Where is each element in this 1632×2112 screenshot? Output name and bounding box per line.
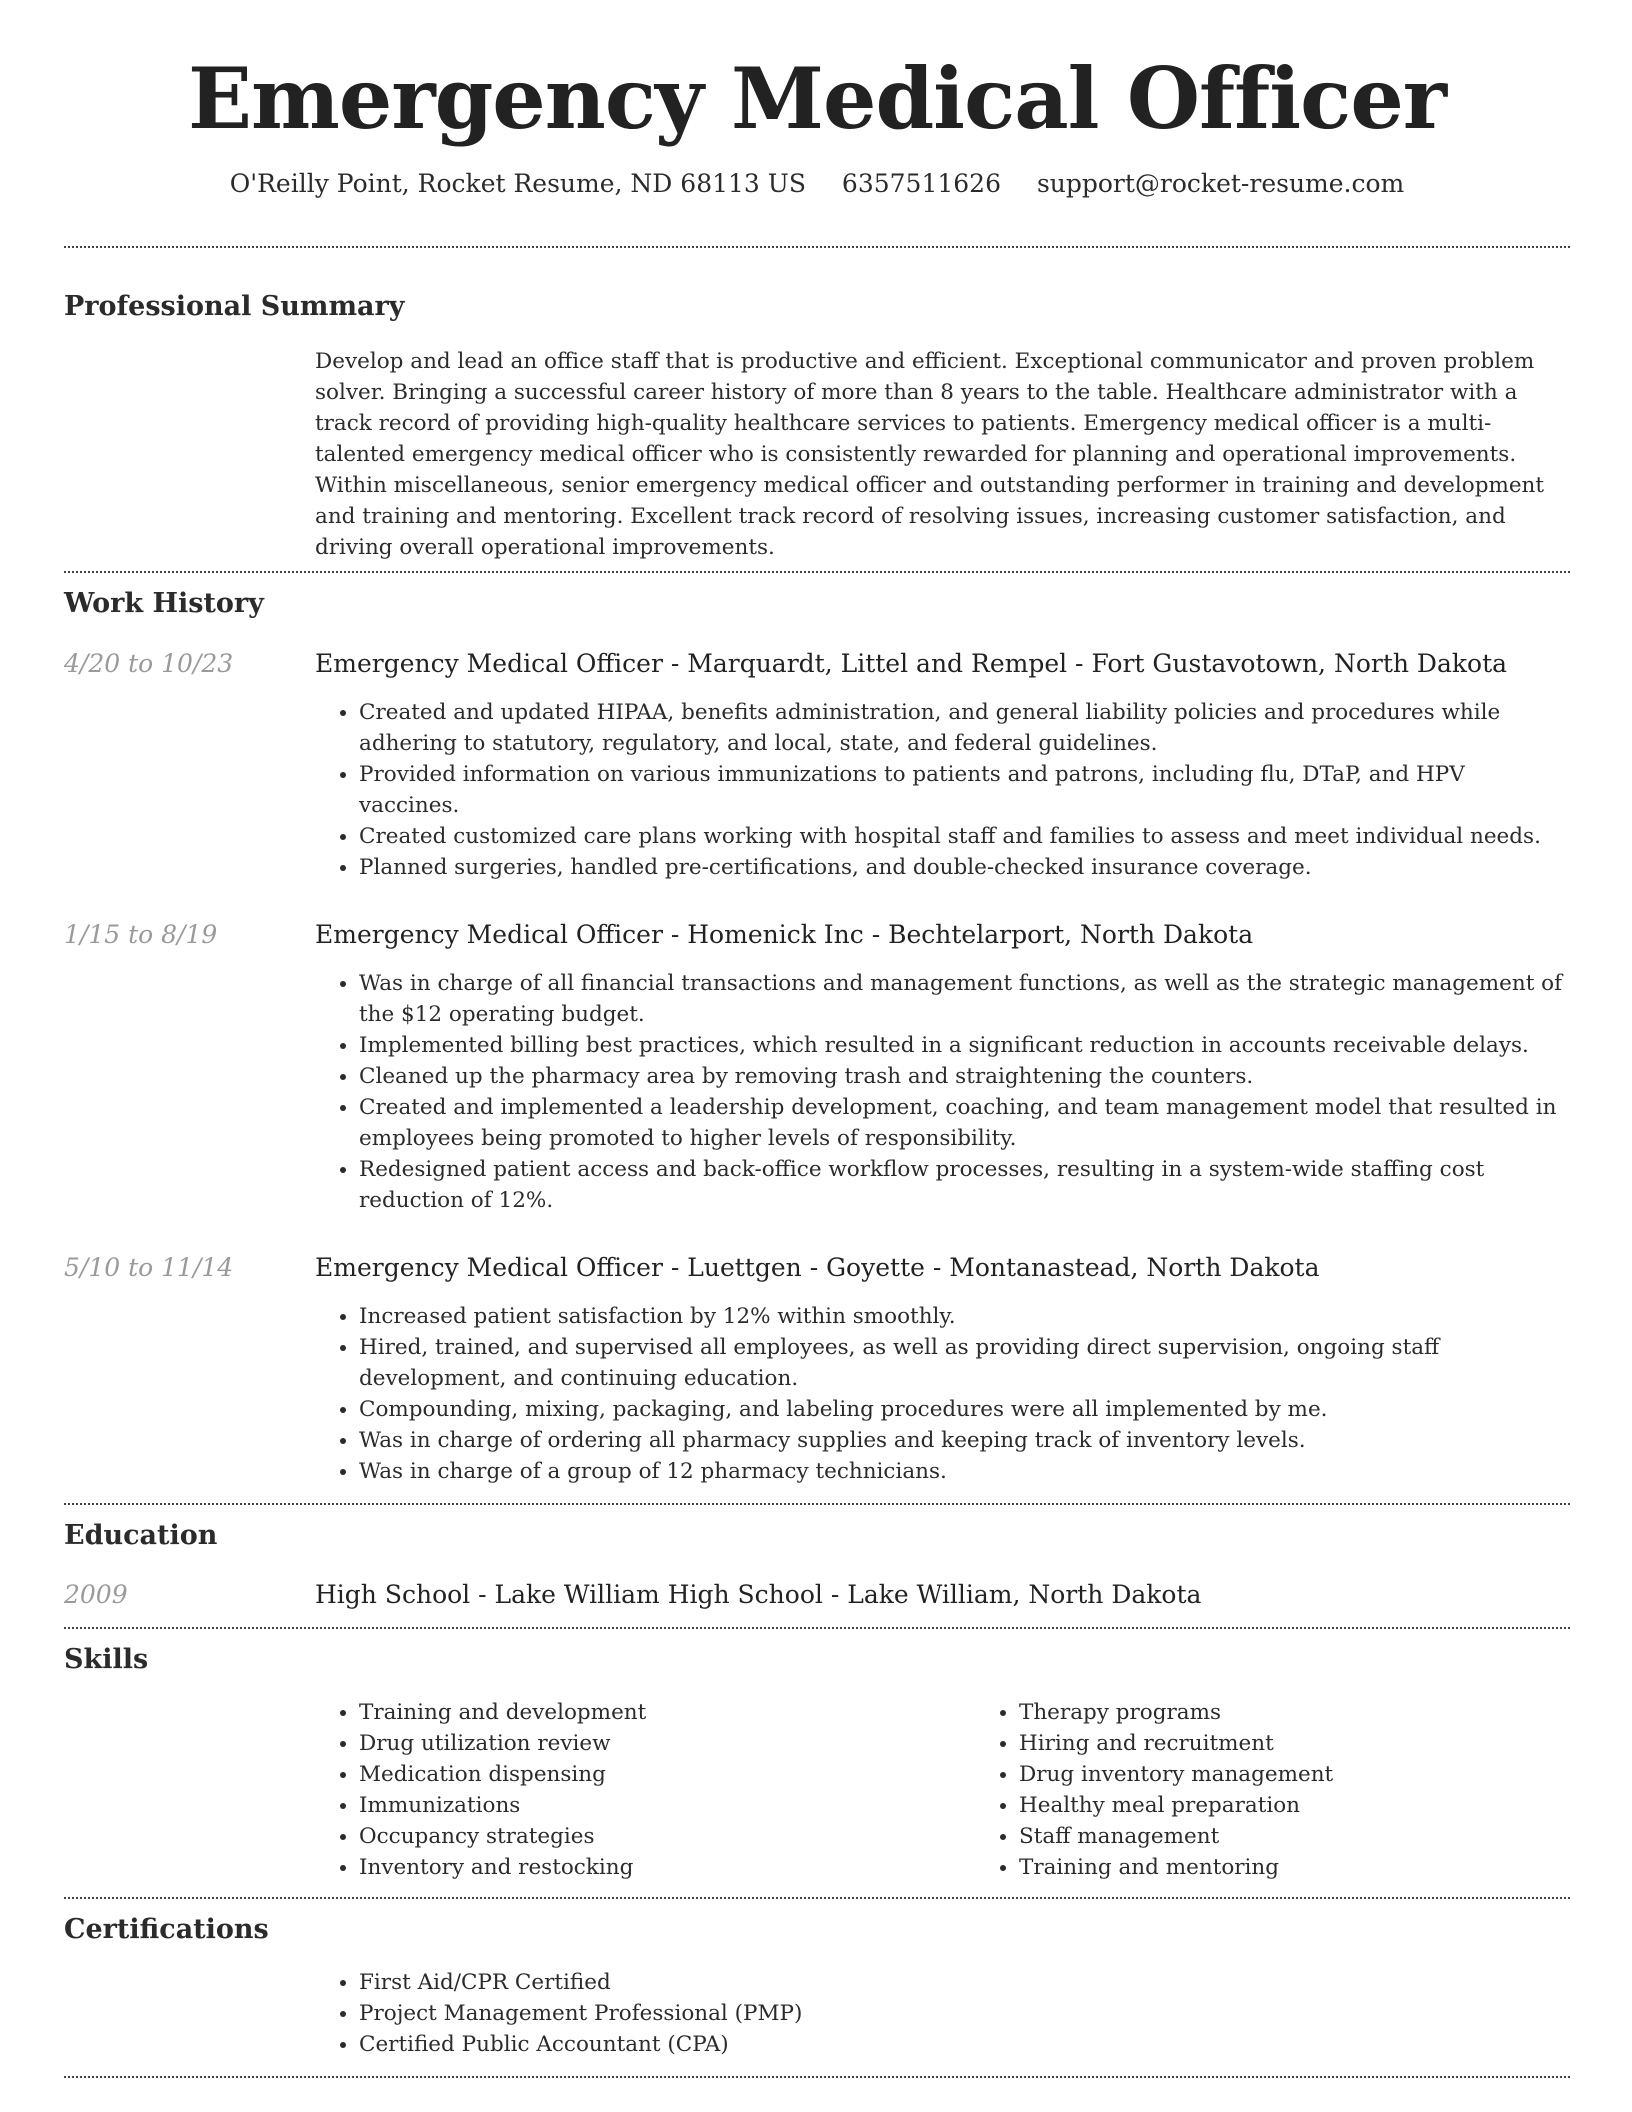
contact-phone: 6357511626 bbox=[841, 169, 1001, 198]
work-history-section bbox=[64, 590, 1570, 1487]
certifications-title: Certifications bbox=[64, 1914, 269, 1945]
contact-email: support@rocket-resume.com bbox=[1036, 169, 1405, 198]
divider bbox=[64, 1503, 1570, 1505]
summary-section bbox=[64, 293, 1570, 563]
list-item: • Redesigned patient access and back-office workflow processes, resulting in a system-wide staffing cost reduction of 12%. bbox=[359, 1154, 1570, 1216]
list-item: • Created customized care plans working with hospital staff and families to assess and meet individual needs. bbox=[359, 821, 1570, 852]
list-item: • Increased patient satisfaction by 12% within smoothly. bbox=[359, 1301, 1570, 1332]
list-item: • Medication dispensing bbox=[359, 1759, 975, 1790]
list-item: • Inventory and restocking bbox=[359, 1852, 975, 1883]
job-heading: Emergency Medical Officer - Marquardt, Littel and Rempel - Fort Gustavotown, North Dakota bbox=[315, 649, 1508, 678]
list-item: • Healthy meal preparation bbox=[1019, 1790, 1632, 1821]
skills-list-left bbox=[315, 1697, 975, 1883]
list-item: • Cleaned up the pharmacy area by removing trash and straightening the counters. bbox=[359, 1061, 1570, 1092]
job-dates: 4/20 to 10/23 bbox=[64, 649, 234, 678]
list-item: • Provided information on various immunizations to patients and patrons, including flu, DTaP, and HPV vaccines. bbox=[359, 759, 1570, 821]
list-item: • Planned surgeries, handled pre-certifications, and double-checked insurance coverage. bbox=[359, 852, 1570, 883]
contact-address: O'Reilly Point, Rocket Resume, ND 68113 US bbox=[229, 169, 806, 198]
skills-list-right bbox=[975, 1697, 1632, 1883]
skills-title: Skills bbox=[64, 1644, 149, 1675]
list-item: • Implemented billing best practices, which resulted in a significant reduction in accounts receivable delays. bbox=[359, 1030, 1570, 1061]
skills-section bbox=[64, 1646, 1570, 1883]
divider bbox=[64, 1627, 1570, 1629]
job-bullets bbox=[315, 697, 1570, 883]
job-entry bbox=[64, 1255, 1570, 1487]
job-heading: Emergency Medical Officer - Homenick Inc - Bechtelarport, North Dakota bbox=[315, 920, 1254, 949]
job-dates: 1/15 to 8/19 bbox=[64, 920, 218, 949]
job-entry bbox=[64, 922, 1570, 1216]
education-year: 2009 bbox=[64, 1580, 128, 1609]
job-dates: 5/10 to 11/14 bbox=[64, 1253, 234, 1282]
list-item: • Compounding, mixing, packaging, and labeling procedures were all implemented by me. bbox=[359, 1394, 1570, 1425]
certifications-list bbox=[315, 1967, 1570, 2060]
job-entry bbox=[64, 651, 1570, 883]
list-item: • Drug inventory management bbox=[1019, 1759, 1632, 1790]
divider bbox=[64, 2076, 1570, 2078]
summary-text: Develop and lead an office staff that is productive and efficient. Exceptional communicator and proven problem solver. Bringing a successful career history of more than 8 years to the table. Healthcare administrator with a track record of providing high-quality healthcare services to patients. Emergency medical officer is a multi-talented emergency medical officer who is consistently rewarded for planning and operational improvements. Within miscellaneous, senior emergency medical officer and outstanding performer in training and development and training and mentoring. Excellent track record of resolving issues, increasing customer satisfaction, and driving overall operational improvements. bbox=[315, 349, 1545, 560]
list-item: • Immunizations bbox=[359, 1790, 975, 1821]
list-item: • Hiring and recruitment bbox=[1019, 1728, 1632, 1759]
work-history-title: Work History bbox=[64, 588, 264, 619]
resume-page bbox=[64, 0, 1570, 2078]
divider bbox=[64, 571, 1570, 573]
job-bullets bbox=[315, 1301, 1570, 1487]
list-item: • Drug utilization review bbox=[359, 1728, 975, 1759]
divider bbox=[64, 246, 1570, 248]
list-item: • Training and mentoring bbox=[1019, 1852, 1632, 1883]
list-item: • Was in charge of ordering all pharmacy supplies and keeping track of inventory levels. bbox=[359, 1425, 1570, 1456]
candidate-name: Emergency Medical Officer bbox=[187, 49, 1447, 148]
list-item: • Occupancy strategies bbox=[359, 1821, 975, 1852]
education-heading: High School - Lake William High School - Lake William, North Dakota bbox=[315, 1580, 1202, 1609]
list-item: • Training and development bbox=[359, 1697, 975, 1728]
list-item: • Project Management Professional (PMP) bbox=[359, 1998, 1570, 2029]
education-title: Education bbox=[64, 1520, 218, 1551]
list-item: • First Aid/CPR Certified bbox=[359, 1967, 1570, 1998]
education-entry bbox=[64, 1582, 1570, 1607]
list-item: • Created and implemented a leadership development, coaching, and team management model that resulted in employees being promoted to higher levels of responsibility. bbox=[359, 1092, 1570, 1154]
list-item: • Staff management bbox=[1019, 1821, 1632, 1852]
summary-title: Professional Summary bbox=[64, 291, 405, 322]
job-heading: Emergency Medical Officer - Luettgen - Goyette - Montanastead, North Dakota bbox=[315, 1253, 1320, 1282]
list-item: • Was in charge of all financial transactions and management functions, as well as the strategic management of the $12 operating budget. bbox=[359, 968, 1570, 1030]
list-item: • Certified Public Accountant (CPA) bbox=[359, 2029, 1570, 2060]
education-section bbox=[64, 1522, 1570, 1607]
certifications-section bbox=[64, 1916, 1570, 2060]
list-item: • Was in charge of a group of 12 pharmacy technicians. bbox=[359, 1456, 1570, 1487]
contact-line bbox=[64, 171, 1570, 196]
list-item: • Therapy programs bbox=[1019, 1697, 1632, 1728]
list-item: • Hired, trained, and supervised all employees, as well as providing direct supervision, ongoing staff development, and continuing education. bbox=[359, 1332, 1570, 1394]
list-item: • Created and updated HIPAA, benefits administration, and general liability policies and procedures while adhering to statutory, regulatory, and local, state, and federal guidelines. bbox=[359, 697, 1570, 759]
divider bbox=[64, 1897, 1570, 1899]
job-bullets bbox=[315, 968, 1570, 1216]
